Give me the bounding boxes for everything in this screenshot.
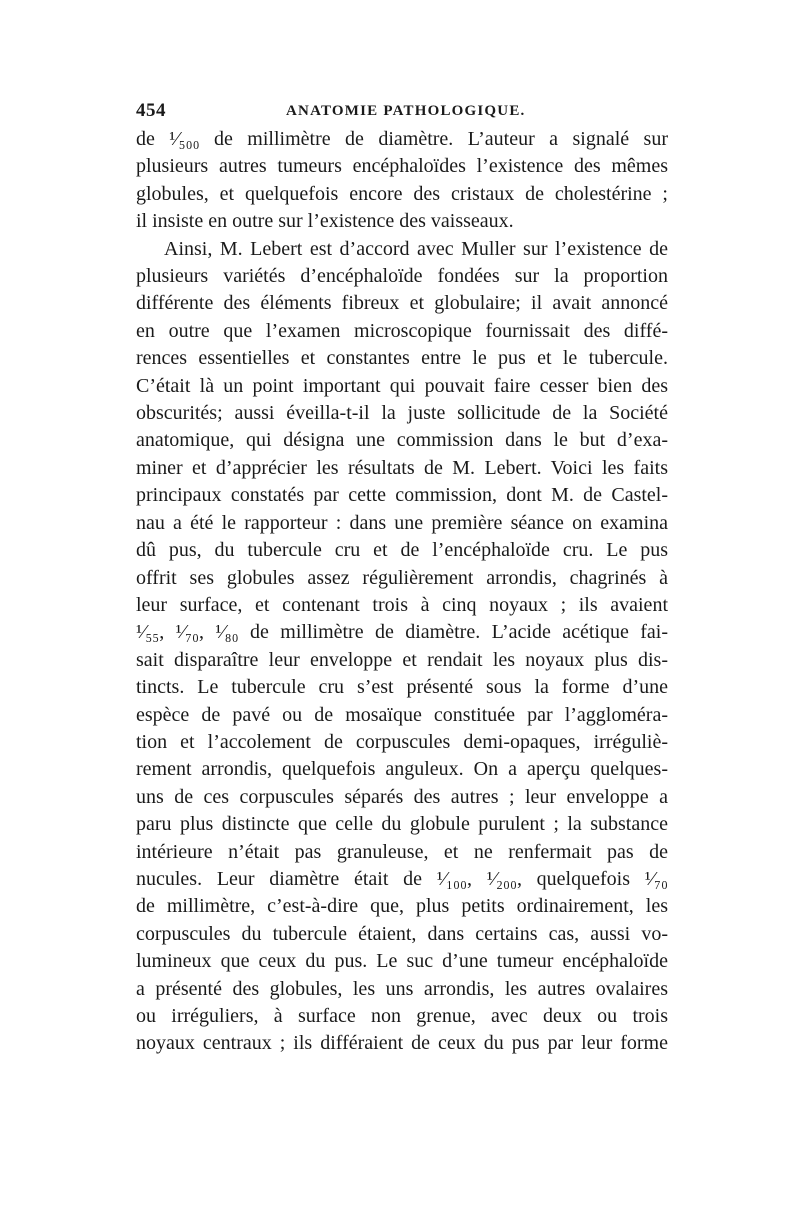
page-number: 454 [136, 100, 166, 121]
text-line: uns de ces corpuscules séparés des autres ; leur enveloppe a [136, 785, 668, 808]
text-line: de ¹⁄₅₀₀ de millimètre de diamètre. L’auteur a signalé sur [136, 128, 668, 150]
text-line: leur surface, et contenant trois à cinq noyaux ; ils avaient [136, 593, 668, 616]
text-line: espèce de pavé ou de mosaïque constituée par l’aggloméra- [136, 703, 668, 726]
text-line: lumineux que ceux du pus. Le suc d’une tumeur encéphaloïde [136, 950, 668, 973]
text-line: corpuscules du tubercule étaient, dans certains cas, aussi vo- [136, 922, 668, 945]
text-line: ¹⁄₅₅, ¹⁄₇₀, ¹⁄₈₀ de millimètre de diamètre. L’acide acétique fai- [136, 621, 668, 644]
text-line: rement arrondis, quelquefois anguleux. On a aperçu quelques- [136, 758, 668, 781]
running-head [136, 96, 668, 126]
text-line: il insiste en outre sur l’existence des vaisseaux. [136, 210, 514, 233]
text-line: tincts. Le tubercule cru s’est présenté sous la forme d’une [136, 676, 668, 699]
text-line: intérieure n’était pas granuleuse, et ne renfermait pas de [136, 840, 668, 863]
text-line: plusieurs autres tumeurs encéphaloïdes l’existence des mêmes [136, 155, 668, 178]
text-line: dû pus, du tubercule cru et de l’encéphaloïde cru. Le pus [136, 539, 668, 562]
text-line: noyaux centraux ; ils différaient de ceux du pus par leur forme [136, 1032, 668, 1055]
text-line: ou irréguliers, à surface non grenue, avec deux ou trois [136, 1005, 668, 1027]
text-line: anatomique, qui désigna une commission dans le but d’exa- [136, 429, 668, 452]
text-line: obscurités; aussi éveilla-t-il la juste sollicitude de la Société [136, 402, 668, 425]
text-line: plusieurs variétés d’encéphaloïde fondées sur la proportion [136, 265, 668, 288]
text-line: différente des éléments fibreux et globulaire; il avait annoncé [136, 292, 668, 315]
text-line: de millimètre, c’est-à-dire que, plus petits ordinairement, les [136, 895, 668, 918]
text-line: globules, et quelquefois encore des cristaux de cholestérine ; [136, 182, 668, 205]
text-line: offrit ses globules assez régulièrement arrondis, chagrinés à [136, 566, 668, 589]
text-line: en outre que l’examen microscopique fournissait des diffé- [136, 319, 668, 342]
text-line: C’était là un point important qui pouvait faire cesser bien des [136, 374, 668, 397]
text-line: miner et d’apprécier les résultats de M. Lebert. Voici les faits [136, 456, 668, 479]
text-line: rences essentielles et constantes entre le pus et le tubercule. [136, 347, 668, 370]
text-line: paru plus distincte que celle du globule purulent ; la substance [136, 813, 668, 836]
text-line: a présenté des globules, les uns arrondis, les autres ovalaires [136, 977, 668, 1000]
body-text [136, 126, 668, 1058]
text-line: Ainsi, M. Lebert est d’accord avec Muller sur l’existence de [164, 237, 668, 260]
running-title: ANATOMIE PATHOLOGIQUE. [286, 103, 526, 119]
text-line: nucules. Leur diamètre était de ¹⁄₁₀₀, ¹⁄₂₀₀, quelquefois ¹⁄₇₀ [136, 867, 668, 890]
text-line: nau a été le rapporteur : dans une première séance on examina [136, 511, 668, 534]
book-page [136, 96, 668, 1058]
text-line: tion et l’accolement de corpuscules demi-opaques, irréguliè- [136, 730, 668, 753]
text-line: principaux constatés par cette commission, dont M. de Castel- [136, 484, 668, 507]
text-line: sait disparaître leur enveloppe et rendait les noyaux plus dis- [136, 648, 668, 671]
